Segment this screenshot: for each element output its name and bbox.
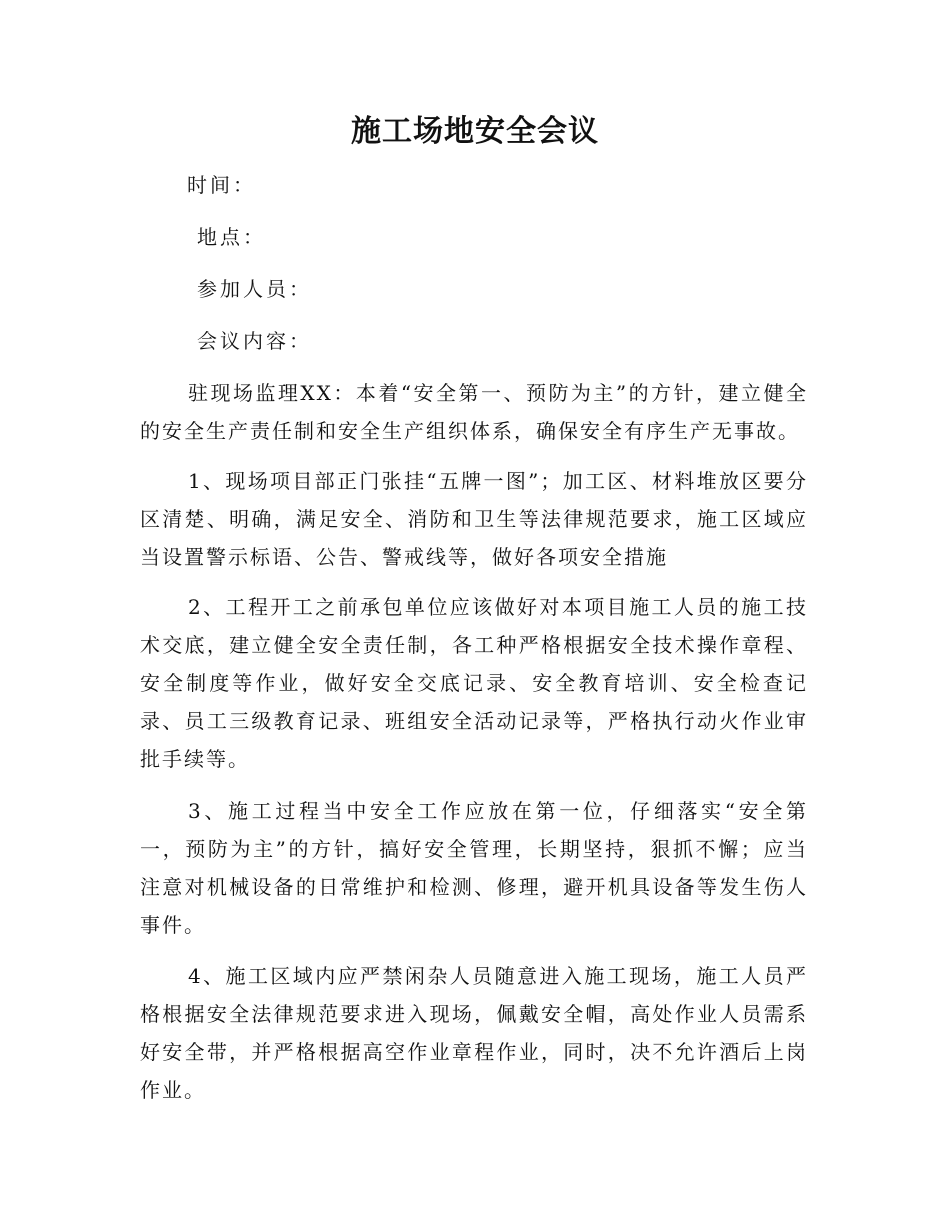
document-title: 施工场地安全会议 bbox=[351, 114, 599, 149]
item-paragraph-4: 4、施工区域内应严禁闲杂人员随意进入施工现场，施工人员严格根据安全法律规范要求进入现场，佩戴安全帽，高处作业人员需系好安全带，并严格根据高空作业章程作业，同时，决不允许酒后上岗作业。 bbox=[140, 964, 808, 1102]
item-paragraph-2: 2、工程开工之前承包单位应该做好对本项目施工人员的施工技术交底，建立健全安全责任制，各工种严格根据安全技术操作章程、安全制度等作业，做好安全交底记录、安全教育培训、安全检查记录、员工三级教育记录、班组安全活动记录等，严格执行动火作业审批手续等。 bbox=[140, 595, 808, 771]
item-paragraph-3: 3、施工过程当中安全工作应放在第一位，仔细落实“安全第一，预防为主”的方针，搞好安全管理，长期坚持，狠抓不懈；应当注意对机械设备的日常维护和检测、修理，避开机具设备等发生伤人事件。 bbox=[140, 799, 808, 937]
meeting-attendees-label: 参加人员： bbox=[197, 277, 312, 301]
item-paragraph-1: 1、现场项目部正门张挂“五牌一图”；加工区、材料堆放区要分区清楚、明确，满足安全、消防和卫生等法律规范要求，施工区域应当设置警示标语、公告、警戒线等，做好各项安全措施 bbox=[140, 469, 808, 569]
intro-paragraph: 驻现场监理XX：本着“安全第一、预防为主”的方针，建立健全的安全生产责任制和安全生产组织体系，确保安全有序生产无事故。 bbox=[140, 381, 808, 443]
meeting-place-label: 地点： bbox=[197, 225, 266, 249]
meeting-time-label: 时间： bbox=[187, 173, 256, 197]
meeting-content-label: 会议内容： bbox=[197, 329, 312, 353]
